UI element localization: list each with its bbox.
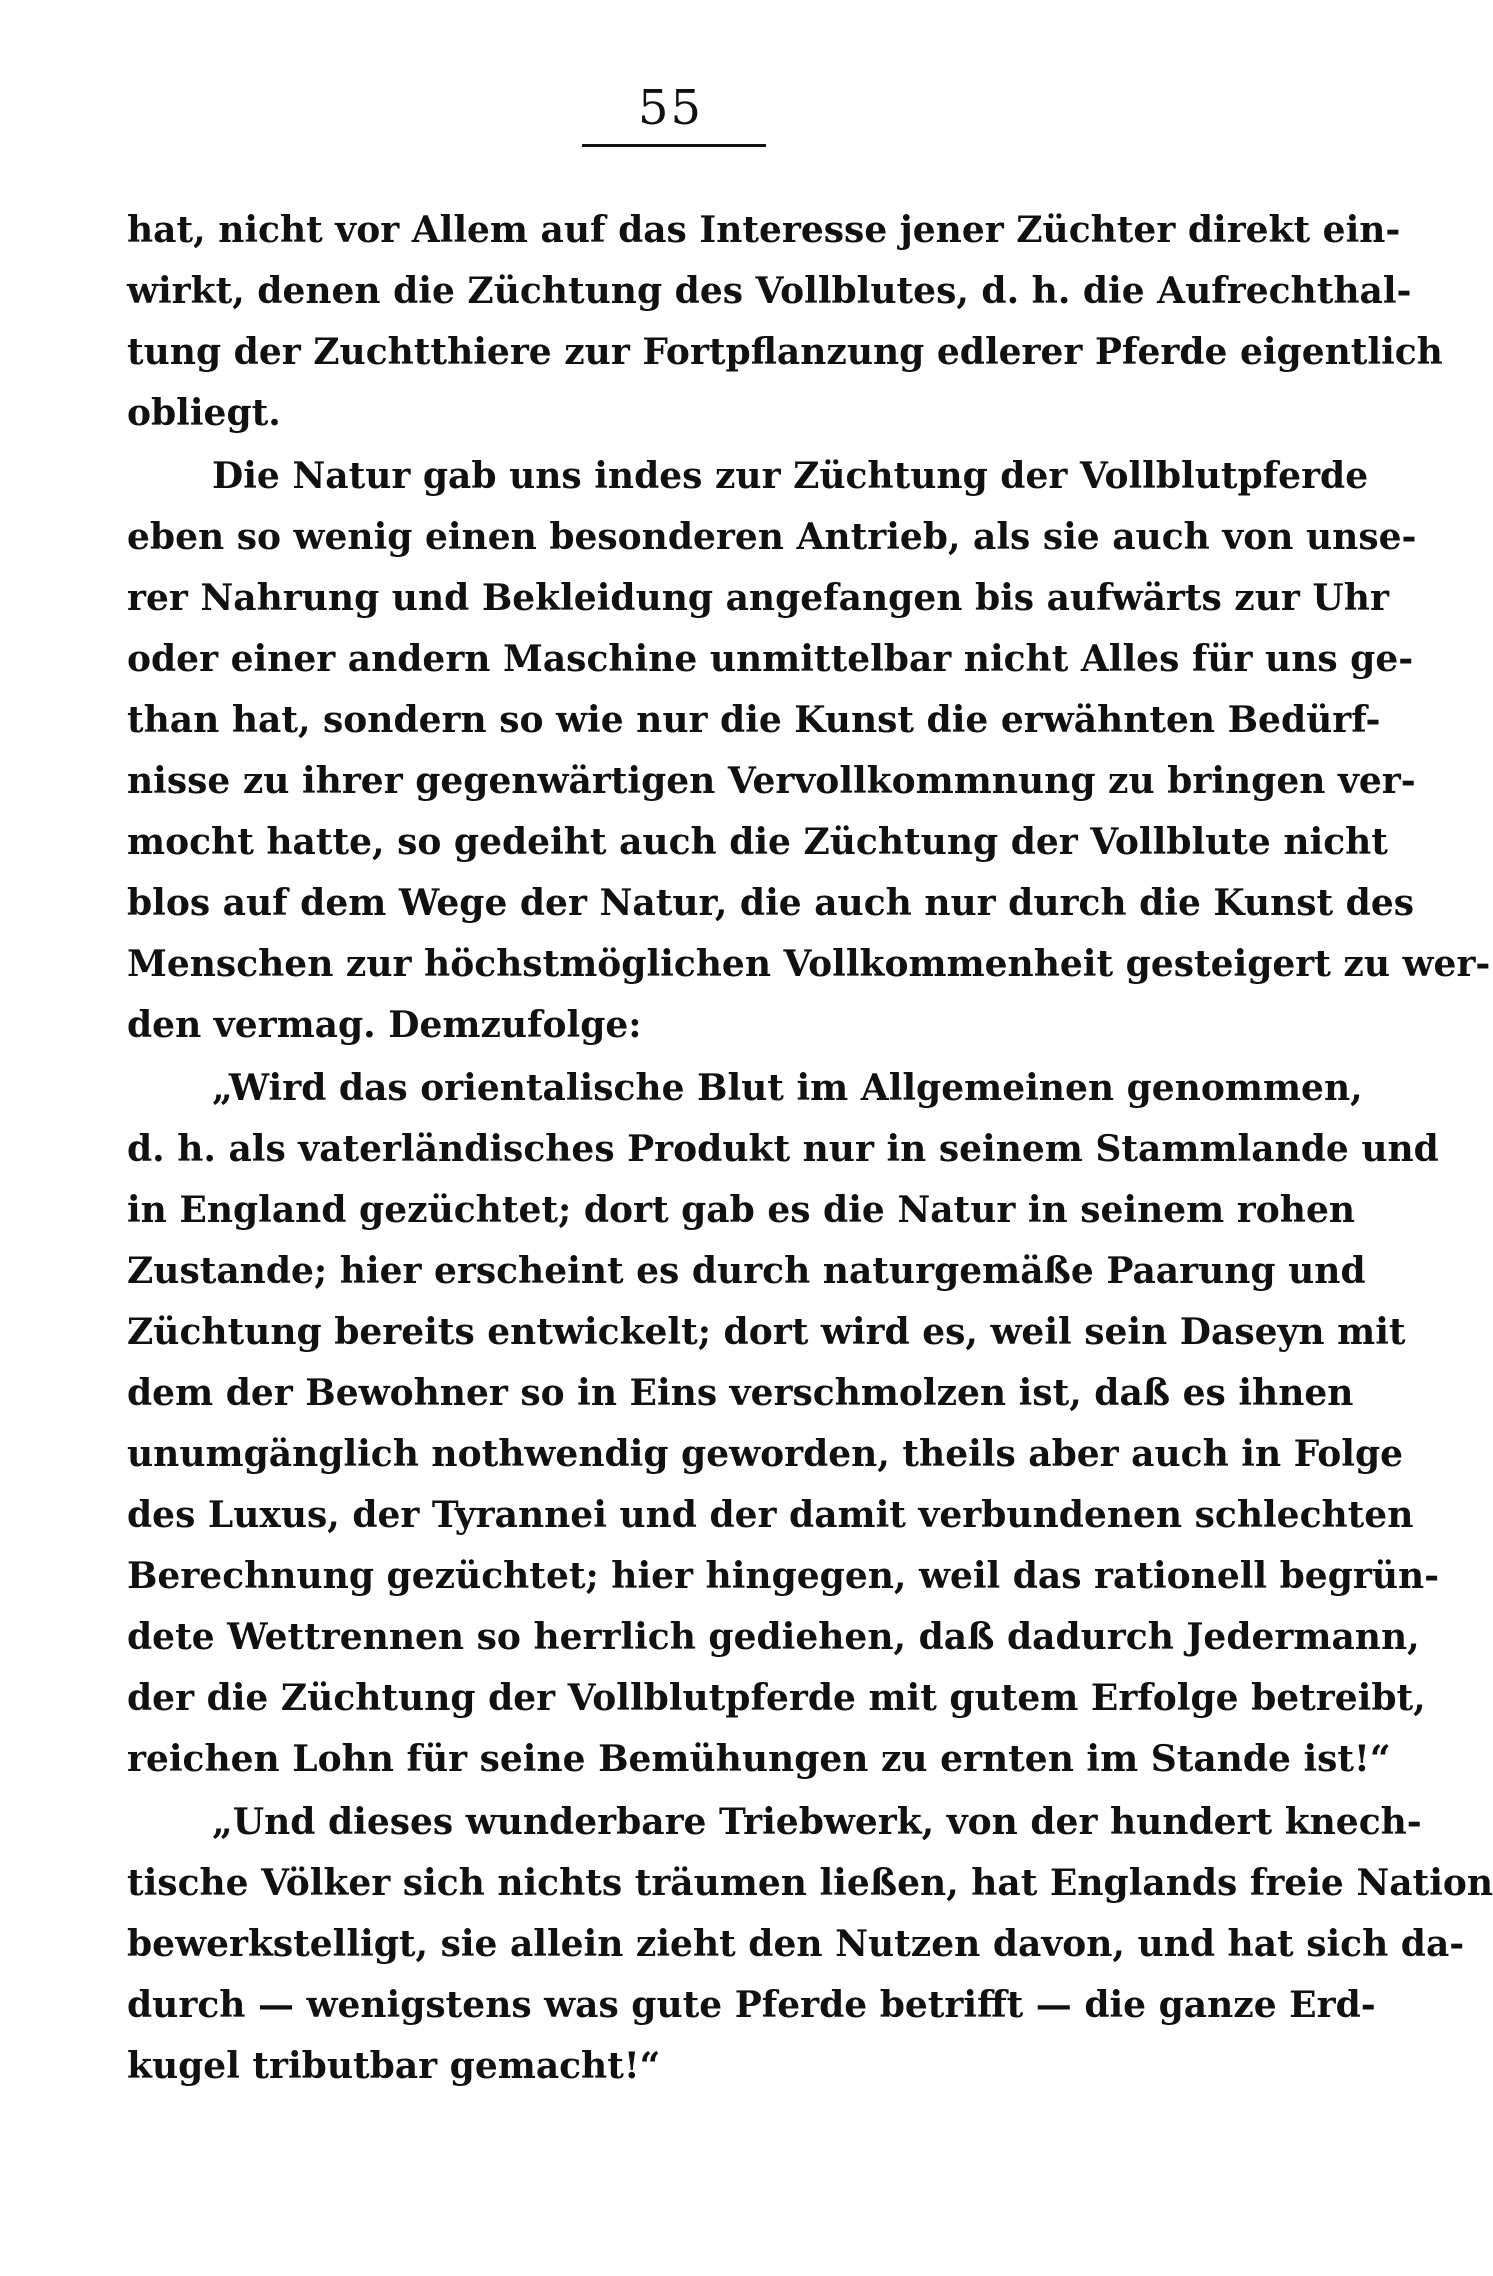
header-rule [582,144,766,147]
text-line: „Wird das orientalische Blut im Allgemeinen genommen, [212,1067,1363,1109]
text-line: kugel tributbar gemacht!“ [127,2045,661,2087]
text-line: blos auf dem Wege der Natur, die auch nur durch die Kunst des [127,882,1415,924]
page-number: 55 [637,80,704,136]
text-line: Zustande; hier erscheint es durch naturgemäße Paarung und [127,1250,1366,1292]
text-line: d. h. als vaterländisches Produkt nur in seinem Stammlande und [127,1128,1439,1170]
text-line: oder einer andern Maschine unmittelbar nicht Alles für uns ge- [127,638,1414,680]
text-line: tische Völker sich nichts träumen ließen, hat Englands freie Nation [127,1862,1493,1904]
text-line: Menschen zur höchstmöglichen Vollkommenheit gesteigert zu wer- [127,943,1491,985]
text-line: reichen Lohn für seine Bemühungen zu ernten im Stande ist!“ [127,1738,1391,1780]
text-line: mocht hatte, so gedeiht auch die Züchtung der Vollblute nicht [127,821,1388,863]
text-line: durch — wenigstens was gute Pferde betrifft — die ganze Erd- [127,1984,1376,2026]
text-line: rer Nahrung und Bekleidung angefangen bis aufwärts zur Uhr [127,577,1389,619]
text-line: „Und dieses wunderbare Triebwerk, von der hundert knech- [212,1801,1422,1843]
text-line: obliegt. [127,392,281,434]
text-line: der die Züchtung der Vollblutpferde mit gutem Erfolge betreibt, [127,1677,1426,1719]
text-line: than hat, sondern so wie nur die Kunst die erwähnten Bedürf- [127,699,1381,741]
text-line: unumgänglich nothwendig geworden, theils aber auch in Folge [127,1433,1404,1475]
text-line: dete Wettrennen so herrlich gediehen, daß dadurch Jedermann, [127,1616,1420,1658]
text-line: Berechnung gezüchtet; hier hingegen, weil das rationell begrün- [127,1555,1440,1597]
text-line: hat, nicht vor Allem auf das Interesse jener Züchter direkt ein- [127,209,1401,251]
text-line: bewerkstelligt, sie allein zieht den Nutzen davon, und hat sich da- [127,1923,1465,1965]
text-line: tung der Zuchtthiere zur Fortpflanzung edlerer Pferde eigentlich [127,331,1443,373]
text-line: Züchtung bereits entwickelt; dort wird es, weil sein Daseyn mit [127,1311,1406,1353]
text-line: Die Natur gab uns indes zur Züchtung der Vollblutpferde [212,455,1369,497]
text-line: eben so wenig einen besonderen Antrieb, als sie auch von unse- [127,516,1417,558]
text-line: des Luxus, der Tyrannei und der damit verbundenen schlechten [127,1494,1414,1536]
text-line: dem der Bewohner so in Eins verschmolzen ist, daß es ihnen [127,1372,1354,1414]
text-line: wirkt, denen die Züchtung des Vollblutes, d. h. die Aufrechthal- [127,270,1412,312]
text-line: nisse zu ihrer gegenwärtigen Vervollkommnung zu bringen ver- [127,760,1416,802]
text-line: den vermag. Demzufolge: [127,1004,642,1046]
text-line: in England gezüchtet; dort gab es die Natur in seinem rohen [127,1189,1356,1231]
